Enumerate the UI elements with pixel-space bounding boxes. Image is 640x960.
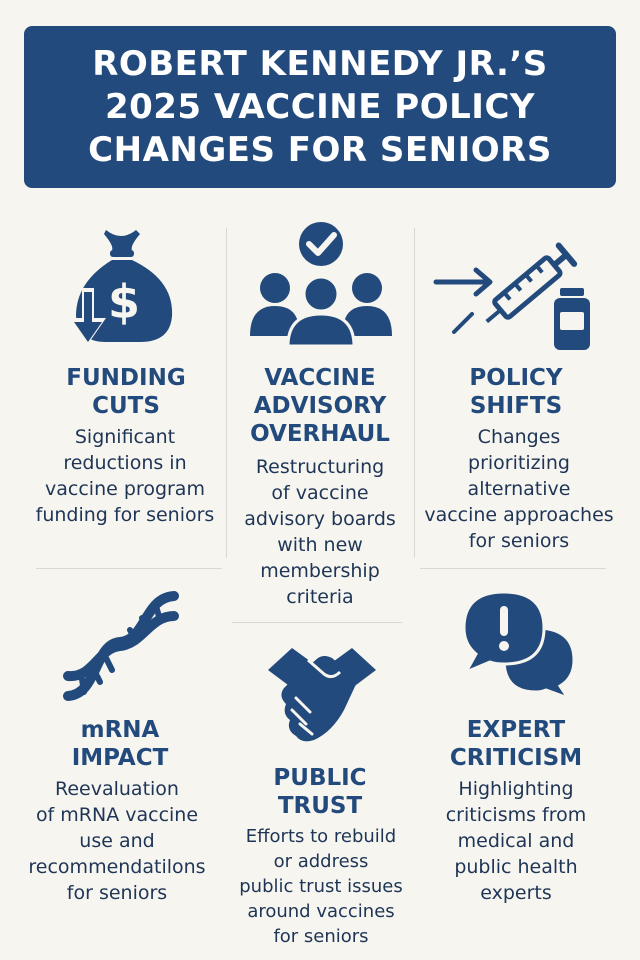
description-line: public health xyxy=(454,856,578,878)
card-description xyxy=(224,824,418,949)
heading-line: VACCINE xyxy=(264,365,376,391)
row-divider xyxy=(232,622,402,623)
description-line: Significant xyxy=(74,426,176,448)
card-heading xyxy=(414,364,618,420)
card-heading xyxy=(26,364,226,420)
group-checkmark-icon xyxy=(248,218,394,348)
dna-helix-icon xyxy=(58,584,184,710)
description-line: membership xyxy=(260,560,380,582)
description-line: of vaccine xyxy=(271,482,369,504)
card-heading xyxy=(20,716,220,772)
description-line: criticisms from xyxy=(445,804,587,826)
description-line: Efforts to rebuild xyxy=(245,826,397,847)
description-line: prioritizing xyxy=(468,452,570,474)
description-line: Restructuring xyxy=(255,456,385,478)
heading-line: OVERHAUL xyxy=(250,421,390,447)
syringe-vial-icon xyxy=(432,232,600,354)
card-heading xyxy=(226,364,414,448)
heading-line: ADVISORY xyxy=(253,393,387,419)
description-line: for seniors xyxy=(468,530,570,552)
description-line: vaccine approaches xyxy=(424,504,614,526)
heading-line: CUTS xyxy=(92,393,160,419)
description-line: for seniors xyxy=(66,882,168,904)
card-description xyxy=(414,424,624,554)
title-line: 2025 VACCINE POLICY xyxy=(104,86,536,127)
description-line: Reevaluation xyxy=(55,778,179,800)
description-line: use and xyxy=(79,830,155,852)
row-divider xyxy=(420,568,606,569)
description-line: with new xyxy=(277,534,363,556)
description-line: vaccine program xyxy=(45,478,205,500)
card-heading xyxy=(226,764,414,820)
heading-line: FUNDING xyxy=(66,365,186,391)
description-line: of mRNA vaccine xyxy=(35,804,199,826)
title-line: ROBERT KENNEDY JR.’S xyxy=(92,43,548,84)
card-description xyxy=(226,454,414,610)
description-line: public trust issues xyxy=(239,876,403,897)
description-line: around vaccines xyxy=(247,901,395,922)
card-heading xyxy=(414,716,618,772)
description-line: recommendatilons xyxy=(28,856,206,878)
description-line: reductions in xyxy=(63,452,187,474)
title-banner xyxy=(24,26,616,188)
speech-bubbles-exclamation-icon xyxy=(460,588,584,700)
heading-line: SHIFTS xyxy=(469,393,563,419)
description-line: advisory boards xyxy=(244,508,396,530)
page-title xyxy=(88,43,552,172)
description-line: experts xyxy=(480,882,552,904)
card-description xyxy=(16,424,234,528)
description-line: alternative xyxy=(467,478,571,500)
description-line: or address xyxy=(273,851,369,872)
heading-line: POLICY xyxy=(469,365,563,391)
handshake-icon xyxy=(262,640,382,750)
row-divider xyxy=(36,568,222,569)
description-line: Highlighting xyxy=(458,778,574,800)
description-line: funding for seniors xyxy=(35,504,215,526)
heading-line: CRITICISM xyxy=(449,745,583,771)
title-line: CHANGES FOR SENIORS xyxy=(88,129,552,170)
card-description xyxy=(414,776,618,906)
money-bag-down-arrow-icon xyxy=(62,222,180,354)
description-line: for seniors xyxy=(273,926,369,947)
card-description xyxy=(6,776,228,906)
heading-line: TRUST xyxy=(277,793,363,819)
heading-line: IMPACT xyxy=(71,745,169,771)
description-line: medical and xyxy=(457,830,575,852)
description-line: criteria xyxy=(286,586,354,608)
svg-text:$: $ xyxy=(107,275,141,329)
heading-line: EXPERT xyxy=(466,717,566,743)
description-line: Changes xyxy=(477,426,561,448)
heading-line: PUBLIC xyxy=(273,765,367,791)
heading-line: mRNA xyxy=(80,717,160,743)
